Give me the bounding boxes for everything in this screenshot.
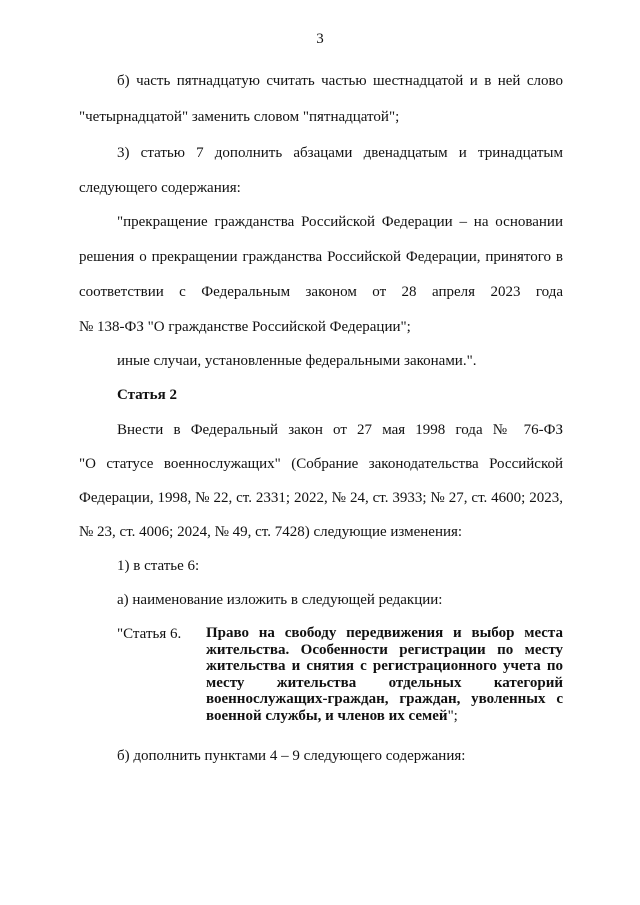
paragraph-line: "О статусе военнослужащих" (Собрание законодательства Российской <box>79 456 563 472</box>
paragraph-line: б) часть пятнадцатую считать частью шестнадцатой и в ней слово <box>117 73 563 89</box>
paragraph-line: а) наименование изложить в следующей редакции: <box>117 592 443 608</box>
closing-quote: "; <box>447 707 458 724</box>
paragraph-line: 1) в статье 6: <box>117 558 200 574</box>
article-title-line: Право на свободу передвижения и выбор места <box>206 625 563 641</box>
paragraph-line: № 23, ст. 4006; 2024, № 49, ст. 7428) следующие изменения: <box>79 524 463 540</box>
article-title <box>206 625 563 725</box>
article-label: "Статья 6. <box>117 626 182 642</box>
paragraph-line: "прекращение гражданства Российской Федерации – на основании <box>117 214 563 230</box>
paragraph-line: б) дополнить пунктами 4 – 9 следующего содержания: <box>117 748 466 764</box>
paragraph-line: соответствии с Федеральным законом от 28 апреля 2023 года <box>79 284 563 300</box>
article-title-line: жительства. Особенности регистрации по месту <box>206 641 563 658</box>
page-number: 3 <box>316 31 324 47</box>
paragraph-line: Федерации, 1998, № 22, ст. 2331; 2022, № 24, ст. 3933; № 27, ст. 4600; 2023, <box>79 490 563 506</box>
paragraph-line: Внести в Федеральный закон от 27 мая 1998 года № 76-ФЗ <box>117 422 563 438</box>
paragraph-line: иные случаи, установленные федеральными законами.". <box>117 353 477 369</box>
paragraph-line: следующего содержания: <box>79 180 241 196</box>
article-title-line: жительства и снятия с регистрационного учета по <box>206 658 563 675</box>
paragraph-line: № 138-ФЗ "О гражданстве Российской Федерации"; <box>79 319 411 335</box>
paragraph-line: "четырнадцатой" заменить словом "пятнадцатой"; <box>79 109 400 125</box>
article-title-line: военной службы, и членов их семей <box>206 707 448 724</box>
paragraph-line: 3) статью 7 дополнить абзацами двенадцатым и тринадцатым <box>117 145 563 161</box>
article-title-line: месту жительства отдельных категорий <box>206 674 563 691</box>
article-title-line: военнослужащих-граждан, граждан, уволенных с <box>206 691 563 708</box>
paragraph-line: решения о прекращении гражданства Российской Федерации, принятого в <box>79 249 563 265</box>
article-heading: Статья 2 <box>117 387 177 403</box>
article-title-line-last <box>206 708 563 725</box>
